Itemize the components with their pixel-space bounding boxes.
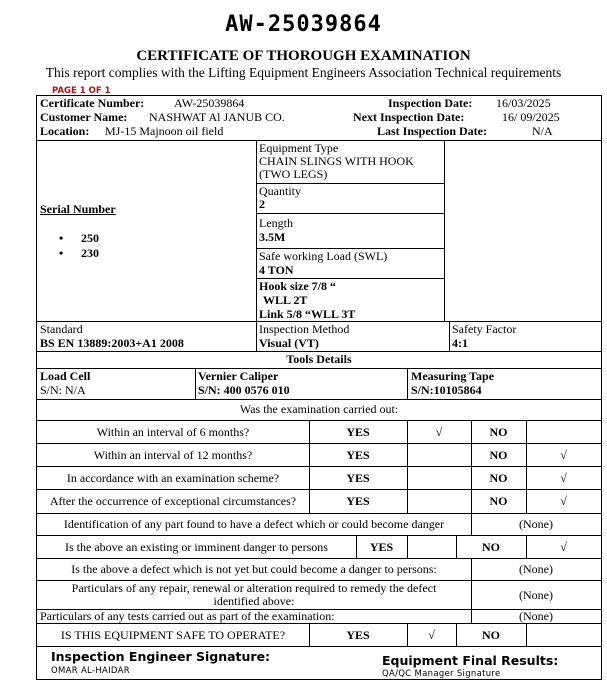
check-mark: √ <box>560 471 567 485</box>
manager-signature-label: QA/QC Manager Signature <box>382 669 501 679</box>
safe-question: IS THIS EQUIPMENT SAFE TO OPERATE? <box>60 628 286 642</box>
length-value: 3.5M <box>259 230 286 244</box>
vernier-sn: S/N: 400 0576 010 <box>198 383 290 397</box>
check-mark: √ <box>428 628 435 642</box>
document-subtitle: This report complies with the Lifting Equipment Engineers Association Technical requirements <box>45 65 562 80</box>
tests-value: (None) <box>519 609 553 623</box>
yes-label: YES <box>369 540 394 554</box>
measuring-tape-sn: S/N:10105864 <box>411 383 482 397</box>
check-mark: √ <box>560 448 567 462</box>
exam-row-label: Within an interval of 12 months? <box>93 448 253 462</box>
quantity-label: Quantity <box>259 184 301 198</box>
quantity-value: 2 <box>259 197 265 211</box>
certificate-table <box>36 95 602 680</box>
no-label: NO <box>482 628 500 642</box>
equipment-type-line2: (TWO LEGS) <box>259 167 328 181</box>
yes-label: YES <box>346 494 370 508</box>
inspection-date: 16/03/2025 <box>496 96 551 110</box>
safety-factor-value: 4:1 <box>452 336 468 350</box>
page-label: PAGE 1 OF 1 <box>52 86 111 96</box>
no-label: NO <box>489 448 508 462</box>
yes-label: YES <box>346 425 370 439</box>
swl-value: 4 TON <box>259 263 294 277</box>
location-label: Location: <box>40 124 90 138</box>
equipment-type-label: Equipment Type <box>259 141 339 155</box>
standard-value: BS EN 13889:2003+A1 2008 <box>40 336 184 350</box>
location: MJ-15 Majnoon oil field <box>105 124 224 138</box>
next-inspection-label: Next Inspection Date: <box>353 110 465 124</box>
no-label: NO <box>489 425 508 439</box>
inspection-method-label: Inspection Method <box>259 322 350 336</box>
inspection-date-label: Inspection Date: <box>388 96 473 110</box>
not-yet-danger-text: Is the above a defect which is not yet but could become a danger to persons: <box>71 562 437 576</box>
certificate-number-label: Certificate Number: <box>40 96 145 110</box>
document-title: CERTIFICATE OF THOROUGH EXAMINATION <box>136 48 471 64</box>
equipment-type-line1: CHAIN SLINGS WITH HOOK <box>259 154 414 168</box>
examination-question: Was the examination carried out: <box>239 402 399 416</box>
exam-row-label: In accordance with an examination scheme? <box>66 471 280 485</box>
load-cell-sn: S/N: N/A <box>40 383 86 397</box>
yes-label: YES <box>346 471 370 485</box>
last-inspection-label: Last Inspection Date: <box>377 124 487 138</box>
yes-label: YES <box>346 628 370 642</box>
customer-label: Customer Name: <box>40 110 128 124</box>
no-label: NO <box>489 494 508 508</box>
repair-text-line2: identified above: <box>213 594 295 608</box>
tests-text: Particulars of any tests carried out as part of the examination: <box>40 609 335 623</box>
serial-bullet-2: • <box>59 246 64 260</box>
serial-number-2: 230 <box>81 246 99 260</box>
serial-bullet-1: • <box>59 231 64 245</box>
inspection-method-value: Visual (VT) <box>259 336 319 350</box>
customer-name: NASHWAT Al JANUB CO. <box>149 110 285 124</box>
no-label: NO <box>489 471 508 485</box>
identification-value: (None) <box>519 517 553 531</box>
last-inspection-date: N/A <box>532 124 553 138</box>
check-mark: √ <box>560 494 567 508</box>
check-mark: √ <box>435 425 443 439</box>
swl-label: Safe working Load (SWL) <box>259 249 388 263</box>
next-inspection-date: 16/ 09/2025 <box>502 110 560 124</box>
no-label: NO <box>482 540 500 554</box>
load-cell-label: Load Cell <box>40 369 91 383</box>
yes-label: YES <box>346 448 370 462</box>
measuring-tape-label: Measuring Tape <box>411 369 495 383</box>
hook-size-line2: WLL 2T <box>263 293 308 307</box>
check-mark: √ <box>560 540 567 554</box>
not-yet-danger-value: (None) <box>519 562 553 576</box>
engineer-signature-label: Inspection Engineer Signature: <box>51 649 271 664</box>
tools-heading: Tools Details <box>286 352 352 366</box>
danger-question: Is the above an existing or imminent danger to persons <box>65 540 328 554</box>
identification-text: Identification of any part found to have a defect which or could become danger <box>63 517 445 531</box>
certificate-code: AW-25039864 <box>225 12 382 37</box>
hook-size-line1: Hook size 7/8 “ <box>259 279 336 293</box>
safety-factor-label: Safety Factor <box>452 322 517 336</box>
exam-row-label: Within an interval of 6 months? <box>96 425 250 439</box>
vernier-label: Vernier Caliper <box>198 369 279 383</box>
length-label: Length <box>259 216 293 230</box>
certificate-number: AW-25039864 <box>174 96 245 110</box>
engineer-name: OMAR AL-HAIDAR <box>51 666 130 676</box>
serial-number-1: 250 <box>81 231 99 245</box>
repair-value: (None) <box>519 588 553 602</box>
final-results-label: Equipment Final Results: <box>382 653 559 668</box>
exam-row-label: After the occurrence of exceptional circumstances? <box>49 494 297 508</box>
hook-size-line3: Link 5/8 “WLL 3T <box>259 307 356 321</box>
repair-text-line1: Particulars of any repair, renewal or alteration required to remedy the defect <box>71 581 437 595</box>
standard-label: Standard <box>40 322 83 336</box>
serial-number-label: Serial Number <box>40 202 116 216</box>
